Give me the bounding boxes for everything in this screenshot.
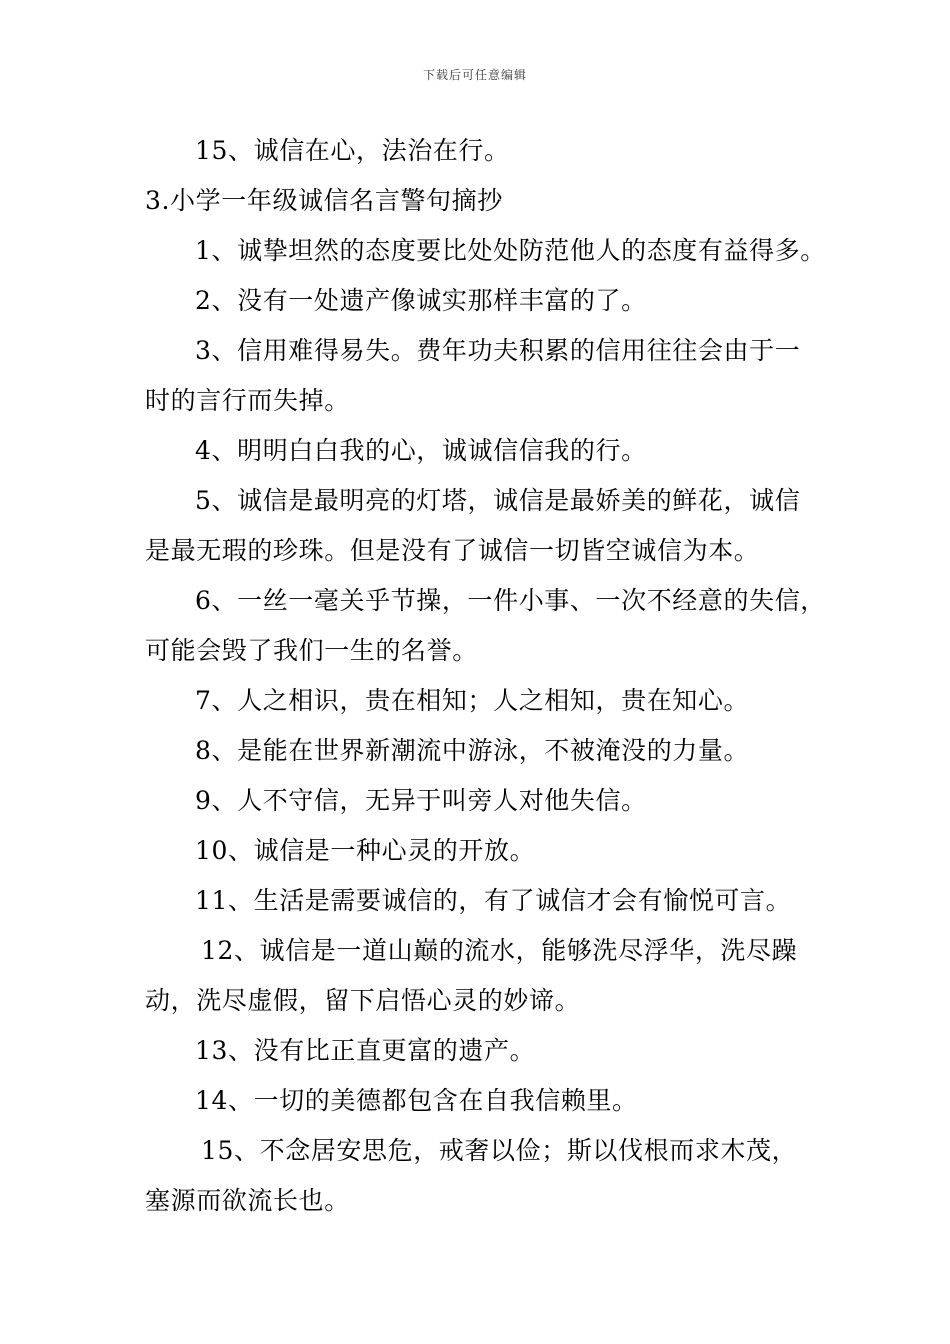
quote-9: 9、人不守信，无异于叫旁人对他失信。 [195,786,647,815]
quote-2: 2、没有一处遗产像诚实那样丰富的了。 [195,286,647,315]
line-quote-15-intro: 15、诚信在心，法治在行。 [195,136,510,165]
quote-12-line-1: 12、诚信是一道山巅的流水，能够洗尽浮华，洗尽躁 [201,936,798,965]
quote-5-line-2: 是最无瑕的珍珠。但是没有了诚信一切皆空诚信为本。 [145,536,760,565]
quote-5-line-1: 5、诚信是最明亮的灯塔，诚信是最娇美的鲜花，诚信 [195,486,801,515]
quote-14: 14、一切的美德都包含在自我信赖里。 [195,1086,638,1115]
quote-3-line-2: 时的言行而失掉。 [145,386,350,415]
quote-12-line-2: 动，洗尽虚假，留下启悟心灵的妙谛。 [145,986,581,1015]
quote-1: 1、诚挚坦然的态度要比处处防范他人的态度有益得多。 [195,236,826,265]
quote-13: 13、没有比正直更富的遗产。 [195,1036,536,1065]
quote-6-line-1: 6、一丝一毫关乎节操，一件小事、一次不经意的失信， [195,586,826,615]
quote-11: 11、生活是需要诚信的，有了诚信才会有愉悦可言。 [195,886,792,915]
quote-3-line-1: 3、信用难得易失。费年功夫积累的信用往往会由于一 [195,336,801,365]
quote-6-line-2: 可能会毁了我们一生的名誉。 [145,636,478,665]
quote-8: 8、是能在世界新潮流中游泳，不被淹没的力量。 [195,736,750,765]
quote-4: 4、明明白白我的心，诚诚信信我的行。 [195,436,647,465]
page-header: 下载后可任意编辑 [422,68,527,82]
quote-15-line-2: 塞源而欲流长也。 [145,1186,350,1215]
section-heading: 3.小学一年级诚信名言警句摘抄 [145,186,503,215]
quote-7: 7、人之相识，贵在相知；人之相知，贵在知心。 [195,686,750,715]
document-body [145,126,826,1226]
quote-10: 10、诚信是一种心灵的开放。 [195,836,536,865]
quote-15-line-1: 15、不念居安思危，戒奢以俭；斯以伐根而求木茂， [201,1136,798,1165]
